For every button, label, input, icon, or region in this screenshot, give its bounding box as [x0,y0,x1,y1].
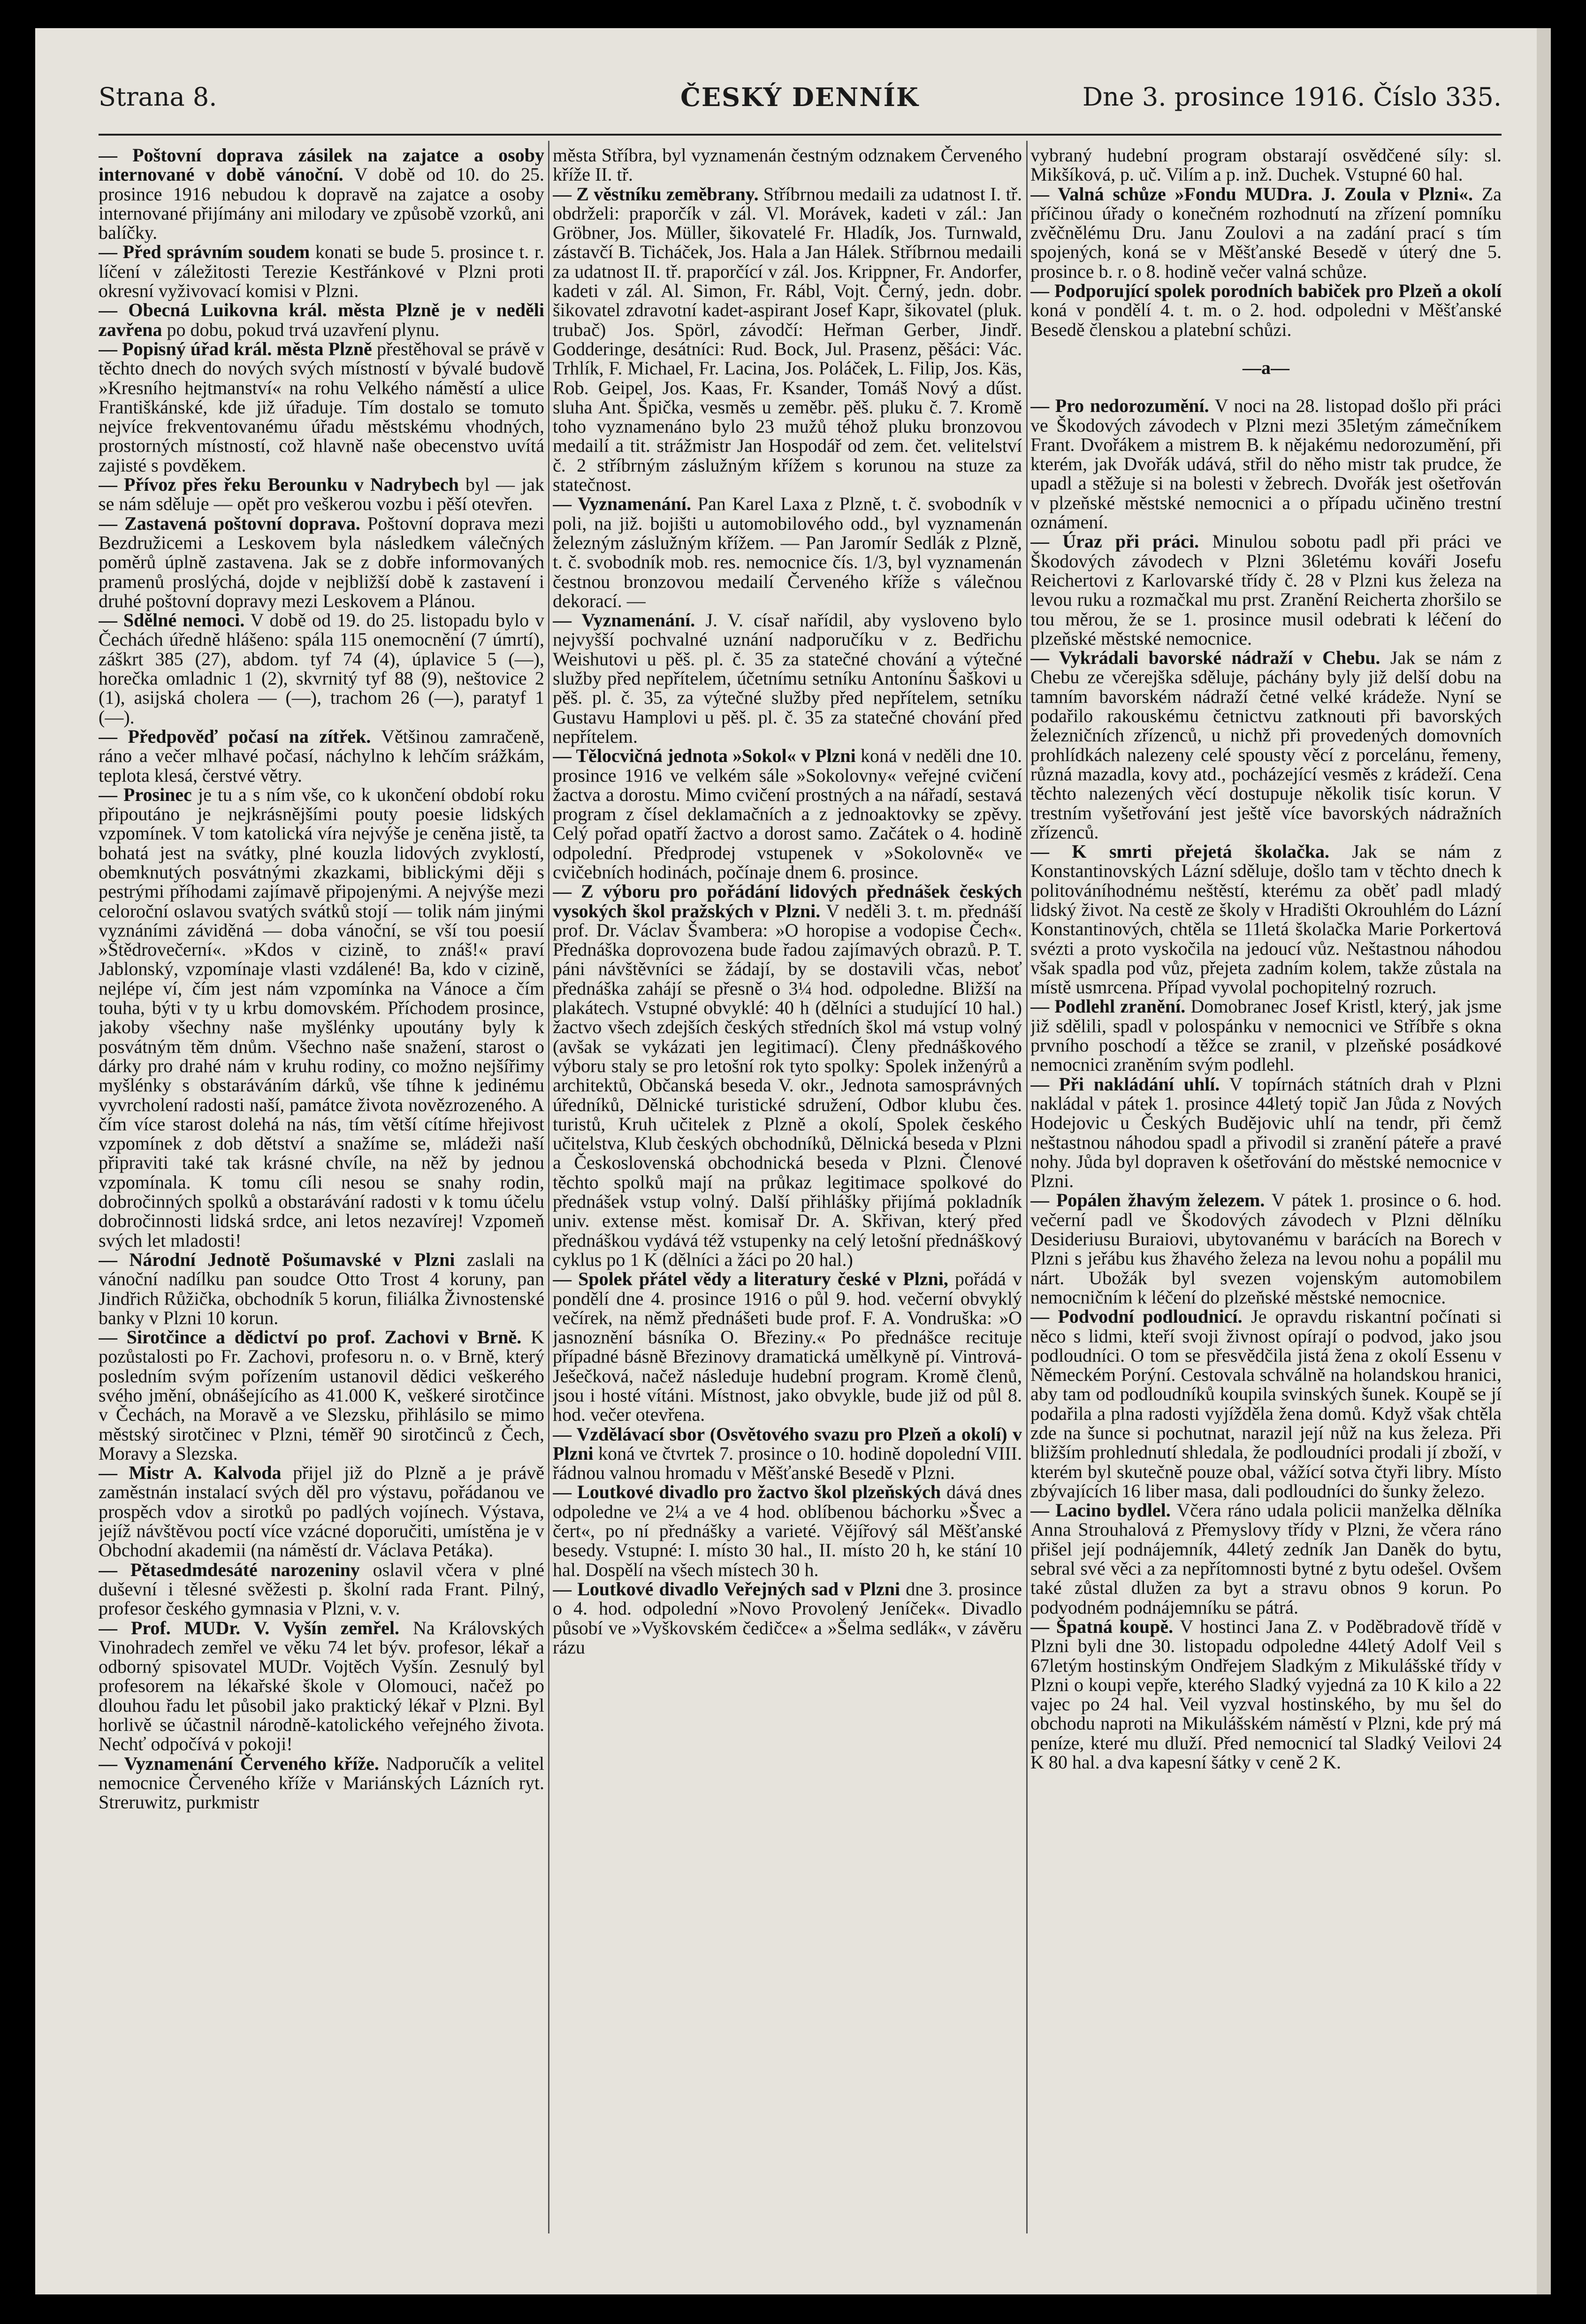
news-item [553,494,1022,610]
news-item-body: zaslali na vánoční nadílku pan soudce Otto Trost 4 koruny, pan Jindřich Růžička, obchodník 5 korun, filiálka Živnostenské banky v Plzni 10 korun. [99,1249,544,1328]
news-item-headline: — Vyznamenání. [553,610,695,631]
news-item [553,610,1022,746]
news-item [99,475,544,514]
news-item [553,184,1022,495]
news-item-headline: — Z výboru pro pořádání lidových přednášek českých vysokých škol pražských v Plzni. [553,881,1022,922]
header-rule [99,134,1502,136]
news-item-headline: — Pětasedmdesáté narozeniny [99,1559,360,1580]
news-item-headline: — Z věstníku zeměbrany. [553,183,759,205]
news-item-body: koná ve čtvrtek 7. prosince o 10. hodině dopolední VIII. řádnou valnou hromadu v Měšťanské Besedě v Plzni. [553,1442,1022,1484]
news-item [1030,1617,1502,1772]
news-item [1030,396,1502,532]
news-item-body: města Stříbra, byl vyznamenán čestným odznakem Červeného kříže II. tř. [553,145,1022,185]
news-item [1030,184,1502,281]
news-item [1030,145,1502,184]
news-item [99,339,544,475]
news-item-headline: — Pro nedorozumění. [1030,395,1209,417]
section-separator: —a— [1243,357,1289,378]
news-item-headline: — Zastavená poštovní doprava. [99,512,360,534]
column-divider [548,141,549,2233]
news-item-headline: — K smrti přejetá školačka. [1030,841,1329,862]
news-item [1030,1074,1502,1191]
news-item-body: přijel již do Plzně a je právě zaměstnán instalací svých děl pro výstavu, pořádanou ve prospěch vdov a sirotků po padlých vojínech. Výstava, jejíž návštěvou poctí více vzácné doporučiti, umístěna je v Obchodní akademii (na náměstí dr. Václava Petáka). [99,1462,544,1561]
news-item-body: Domobranec Josef Kristl, který, jak jsme již sdělili, spadl v polospánku v nemocnici ve Stříbře s okna prvního poschodí a těžce se zranil, v plzeňské posádkové nemocnici zraněním svým podlehl. [1030,996,1502,1075]
news-item [99,1754,544,1812]
news-item-body: pořádá v pondělí dne 4. prosince 1916 o půl 9. hod. večerní obvyklý večírek, na němž přednášeti bude prof. F. A. Vondruška: »O jasnoznění básníka O. Březiny.« Po přednášce recituje případné básně Březinovy dramatická umělkyně pí. Vintrová-Ješečková, načež následuje hudební program. Kromě členů, jsou i hosté vítáni. Místnost, jako obvykle, bude již od půl 8. hod. večer otevřena. [553,1268,1022,1425]
news-item [99,514,544,610]
news-item [553,1269,1022,1424]
news-item [99,242,544,300]
news-item-body: přestěhoval se právě v těchto dnech do nových svých místností v bývalé budově »Kresního hejtmanství« na rohu Velkého náměstí a ulice Františkánské, kde již úřaduje. Tím dostalo se tomuto nejvíce frekventovanému úřadu městskému vhodných, prostorných místností, což hlavně naše obecenstvo uvítá zajisté s povděkem. [99,338,544,476]
news-item-headline: — Přívoz přes řeku Berounku v Nadrybech [99,474,459,495]
news-item-headline: — Vzdělávací sbor (Osvětového svazu pro Plzeň a okolí) v Plzni [553,1423,1022,1464]
news-item-headline: — Popálen žhavým železem. [1030,1189,1265,1211]
news-item [99,1463,544,1560]
news-item [99,785,544,1250]
news-item-headline: — Poštovní doprava zásilek na zajatce a osoby internované v době vánoční. [99,145,544,185]
news-item-body: vybraný hudební program obstarají osvědčené síly: sl. Mikšíková, p. uč. Vilím a p. inž. Duchek. Vstupné 60 hal. [1030,145,1502,185]
news-item [99,610,544,727]
news-item-headline: — Předpověď počasí na zítřek. [99,725,371,747]
news-item-body: Pan Karel Laxa z Plzně, t. č. svobodník v poli, na již. bojišti u automobilového odd., byl vyznamenán železným záslužným křížem. — Pan Jaromír Sedlák z Plzně, t. č. svobodník mob. res. nemocnice čís. 1/3, byl vyznamenán čestnou bronzovou medailí Červeného kříže s válečnou dekorací. — [553,493,1022,611]
news-item [553,882,1022,1269]
news-item [1030,1190,1502,1307]
page-number: Strana 8. [99,82,217,112]
news-item-body: Stříbrnou medaili za udatnost I. tř. obdrželi: praporčík v zál. Vl. Morávek, kadeti v zál.: Jan Gröbner, Jos. Müller, šikovatelé Fr. Hladík, Jos. Turnwald, zástavčí B. Ticháček, Jos. Hala a Jan Hálek. Stříbrnou medaili za udatnost II. tř. praporčící v zál. Jos. Krippner, Fr. Andorfer, kadeti v zál. Al. Simon, Fr. Rábl, Vojt. Černý, jedn. dobr. šikovatel zdravotní kadet-aspirant Josef Kapr, šikovatel (pluk. trubač) Jos. Spörl, závodčí: Heřman Gerber, Jindř. Godderinge, desátníci: Rud. Bock, Jul. Prasenz, pěšáci: Vác. Trhlík, F. Michael, Fr. Lacina, Jos. Poláček, L. Filip, Jos. Käs, Rob. Geipel, Jos. Kaas, Fr. Ksander, Tomáš Nový a dűst. sluha Ant. Špička, vesměs u zeměbr. pěš. pluku č. 7. Kromě toho vyznamenáno bylo 23 mužů téhož pluku bronzovou medailí a tit. strážmistr Jan Hospodář od zem. čet. velitelství č. 2 stříbrným záslužným křížem s korunou na stuze za statečnost. [553,183,1022,495]
news-item-headline: — Při nakládání uhlí. [1030,1073,1220,1095]
news-item-body: V době od 19. do 25. listopadu bylo v Čechách úředně hlášeno: spála 115 onemocnění (7 úmrtí), záškrt 385 (27), abdom. tyf 74 (4), úplavice 5 (—), horečka omladnic 1 (2), skvrnitý tyf 88 (9), neštovice 2 (1), asijská cholera — (—), trachom 26 (—), paratyf 1 (—). [99,610,544,728]
news-item-body: dává dnes odpoledne ve 2¼ a ve 4 hod. oblíbenou báchorku »Švec a čert«, po ní přednášky a varieté. Vějířový sál Měšťanské besedy. Vstupné: I. místo 30 hal., II. místo 20 h, ke stání 10 hal. Dospělí na všech místech 30 h. [553,1481,1022,1580]
news-item-headline: — Před správním soudem [99,241,310,263]
news-item-headline: — Vyznamenání Červeného kříže. [99,1753,379,1774]
news-item [553,1482,1022,1579]
news-item-headline: — Podlehl zranění. [1030,996,1186,1017]
news-item-body: V noci na 28. listopad došlo při práci ve Škodových závodech v Plzni mezi 35letým zámečníkem Frant. Dvořákem a mistrem B. k nějakému nedorozumění, při kterém, jak Dvořák udává, střil do něho mistr tak prudce, že upadl a stěžuje si na bolesti v žebrech. Dvořák jest ošetřován v plzeňské městské nemocnici a o případu učiněno trestní oznámení. [1030,395,1502,533]
page-edge [1537,28,1551,2294]
news-item-body: Minulou sobotu padl při práci ve Škodových závodech v Plzni 36letému kováři Josefu Reichertovi z Karlovarské třídy č. 28 v Plzni kus železa na levou ruku a rozmačkal mu prst. Zranění Reicherta zhoršilo se tou měrou, že se 1. prosince musil odebrati k léčení do plzeňské městské nemocnice. [1030,531,1502,649]
news-item-body: Je opravdu riskantní počínati si něco s lidmi, kteří svoji živnost opírají o podvod, jako jsou podloudníci. O tom se přesvědčila jistá žena z okolí Essenu v Německém Porýní. Cestovala schválně na holandskou hranici, aby tam od podloudníků koupila svinských šunek. Koupě se jí podařila a plna radosti vyjížděla žena domů. Když však chtěla zde na šunce si pochutnat, narazil její nůž na kus železa. Při bližším prohlednutí shledala, že podloudníci prodali jí zboží, v kterém byl skutečně pouze obal, vážící sotva čtyři libry. Místo zbývajících 16 liber masa, dali podloudníci do šunky železo. [1030,1306,1502,1501]
news-item [1030,997,1502,1074]
news-item-headline: — Loutkové divadlo Veřejných sad v Plzni [553,1578,900,1600]
news-item [1030,281,1502,339]
news-item-headline: — Vykrádali bavorské nádraží v Chebu. [1030,647,1380,669]
news-item [1030,532,1502,648]
news-item-headline: — Obecná Luikovna král. města Plzně je v neděli zavřena [99,299,544,340]
news-item-headline: — Sdělné nemoci. [99,610,245,631]
news-item-body: koná v pondělí 4. t. m. o 2. hod. odpoledni v Měšťanské Besedě členskou a platební schůzi. [1030,299,1502,340]
news-item-body: Za příčinou úřady o konečném rozhodnutí na zřízení pomníku zvěčnělému Dru. Janu Zoulovi a na zadání prací s tím spojených, koná se v Měšťanské Besedě v úterý dne 5. prosince b. r. o 8. hodině večer valná schůze. [1030,183,1502,282]
news-item [99,727,544,785]
news-item [99,1250,544,1327]
news-item-headline: — Lacino bydlel. [1030,1500,1171,1521]
news-item-body: Jak se nám z Konstantinovských Lázní sděluje, došlo tam v těchto dnech k politováníhodnému neštěstí, kterému za oběť padl mladý lidský život. Na cestě ze školy v Hradišti Okrouhlém do Lázní Konstantinových, chtěla se 11letá školačka Marie Porkertová svézti a proto vyskočila na jedoucí vůz. Neštastnou náhodou však spadla pod vůz, přejeta zadním kolem, takže zůstala na místě usmrcena. Případ vyvolal pochopitelný rozruch. [1030,841,1502,998]
news-item-body: Poštovní doprava mezi Bezdružicemi a Leskovem byla následkem válečných poměrů úplně zastavena. Jak se z dobře informovaných pramenů proslýchá, dojde v nejbližší době k zastavení i druhé poštovní dopravy mezi Leskovem a Plánou. [99,512,544,611]
column-3 [1030,145,1502,2238]
news-item-headline: — Podvodní podloudnicí. [1030,1306,1243,1327]
news-item-body: Jak se nám z Chebu ze včerejška sděluje, páchány byly již delší dobu na tamním bavorském nádraží četné velké krádeže. Nyní se podařilo rakouskému četnictvu zatknouti při bavorských železničních zřízenců, u nichž při provedených domovních prohlídkách nalezeny celé spousty věcí z porcelánu, řemeny, různá mazadla, kovy atd., pocházející vesměs z krádeží. Cena těchto nalezených věcí dostupuje několik tisíc korun. V trestním vyšetřování jest ještě více bavorských nádražních zřízenců. [1030,647,1502,843]
news-item-headline: — Spolek přátel vědy a literatury české v Plzni, [553,1268,948,1290]
news-item-body: byl — jak se nám sděluje — opět pro veškerou vozbu i pěší otevřen. [99,474,544,515]
news-item [553,145,1022,184]
news-item-headline: — Popisný úřad král. města Plzně [99,338,372,359]
news-item-body: po dobu, pokud trvá uzavření plynu. [162,319,440,340]
news-item-body: V době od 10. do 25. prosince 1916 nebudou k dopravě na zajatce a osoby internované přijímány ani milodary ve způsobě vzorků, ani balíčky. [99,164,544,244]
news-item [1030,1501,1502,1617]
column-1 [99,145,544,2238]
news-item-body: Nadporučík a velitel nemocnice Červeného kříže v Mariánských Lázních ryt. Streruwitz, purkmistr [99,1753,544,1813]
news-item [99,1327,544,1463]
news-item-body: Většinou zamračeně, ráno a večer mlhavé počasí, náchylno k lehčím srážkám, teplota klesá, čerstvé větry. [99,725,544,786]
news-item-body: Včera ráno udala policii manželka dělníka Anna Strouhalová z Přemyslovy třídy v Plzni, že včera ráno přišel její podnájemník, 44letý zedník Jan Daněk do bytu, sebral své věci a za nepřítomnosti bytné z bytu odešel. Ovšem také zůstal dlužen za byt a stravu obnos 9 korun. Po podvodném podnájemníku se pátrá. [1030,1500,1502,1618]
news-item [553,746,1022,882]
news-item [553,1579,1022,1657]
news-item-body: J. V. císař nařídil, aby vysloveno bylo nejvyšší pochvalné uznání nadporučíku v z. Bedřichu Weishutovi u pěš. pl. č. 35 za statečné chování a výtečné služby před nepřítelem, účetnímu setníku Antonínu Šaškovi u pěš. pl. č. 35, za výtečné služby před nepřítelem, setníku Gustavu Hamplovi u pěš. pl. č. 35 za statečné chování před nepřítelem. [553,610,1022,747]
page-header [99,77,1502,134]
news-item-body: V pátek 1. prosince o 6. hod. večerní padl ve Škodových závodech v Plzni dělníku Desideriusu Buraiovi, ubytovanému v barácích na Borech v Plzni s jeřábu kus žhavého železa na levou nohu a popálil mu nárt. Ubožák byl svezen vojenským automobilem nemocničním k léčení do plzeňské městské nemocnice. [1030,1189,1502,1308]
newspaper-title: ČESKÝ DENNÍK [680,82,919,112]
issue-date: Dne 3. prosince 1916. Číslo 335. [1082,82,1502,112]
news-item-headline: — Prosinec [99,784,192,805]
news-item [99,145,544,242]
news-item-body: je tu a s ním vše, co k ukončení období roku připoutáno je nejkrásnějšími pouty poesie lidských vzpomínek. V tom katolická víra nejvýše je ceněna jistě, ta bohatá jest na svátky, plné kouzla lidových zvyklostí, obemknutých posvátnými zkazkami, biblickými ději s pestrými příhodami zajímavě připojenými. A nejvýše mezi celoroční oslavou svatých svátků stojí — tolik nám jinými vyznáními záviděná — doba vánoční, se vší tou poesií »Štědrovečerní«. »Kdos v cizině, to znáš!« praví Jablonský, vzpomínaje vlasti vzdálené! Ba, kdo v cizině, nejlépe ví, čím jest nám vzpomínka na Vánoce a čím touha, býti v ty u krbu domovském. Příchodem prosince, jakoby všechny naše myšlénky upoutány byly k posvátným těm dnům. Všechno naše snažení, starost o dárky pro drahé nám v kruhu rodiny, co možno nejšířimy myšlénky s obstaráváním dárků, vše tíhne k jedinému vyvrcholení radosti naší, památce života novězrozeného. A čím více starost dolehá na nás, tím větší cítíme hřejivost vzpomínek z dob dětství a snažíme se, mládeži naší připraviti také tak krásné chvíle, na něž by jednou vzpomínala. K tomu cíli nesou se snahy rodin, dobročinných spolků a obstarávání radosti v k tomu účelu dobročinnosti lidská srdce, ani letos nezavírej! Vzpomeň svých let mladosti! [99,784,544,1251]
news-item-body: V topírnách státních drah v Plzni nakládal v pátek 1. prosince 44letý topič Jan Jůda z Nových Hodejovic u Českých Budějovic uhlí na tendr, při čemž neštastnou náhodou spadl a přivodil si zranění páteře a pravé nohy. Jůda byl dopraven k ošetřování do městské nemocnice v Plzni. [1030,1073,1502,1192]
news-item-headline: — Vyznamenání. [553,493,691,515]
news-item-headline: — Tělocvičná jednota »Sokol« v Plzni [553,745,856,767]
news-item [99,300,544,339]
news-item-headline: — Úraz při práci. [1030,531,1199,552]
news-item-headline: — Mistr A. Kalvoda [99,1462,282,1484]
news-item-headline: — Prof. MUDr. V. Vyšín zemřel. [99,1617,400,1638]
news-item [1030,1307,1502,1501]
news-item-body: koná v neděli dne 10. prosince 1916 ve velkém sále »Sokolovny« veřejné cvičení žactva a dorostu. Mimo cvičení prostných a na nářadí, sestavá program z čísel deklamačních a z jednoaktovky se zpěvy. Celý pořad opatří žactvo a dorost samo. Začátek o 4. hodině odpolední. Předprodej vstupenek v »Sokolovně« ve cvičebních hodinách, počínaje dnem 6. prosince. [553,745,1022,883]
news-item-body: oslavil včera v plné duševní i tělesné svěžesti p. školní rada Frant. Pilný, profesor českého gymnasia v Plzni, v. v. [99,1559,544,1619]
news-item-body: K pozůstalosti po Fr. Zachovi, profesoru n. o. v Brně, který posledním svým pořízením ustanovil dědici veškerého svého jmění, obnášejícího as 41.000 K, veškeré sirotčince v Čechách, na Moravě a ve Slezsku, přihlásilo se mimo městský sirotčinec v Plzni, téměř 90 sirotčinců z Čech, Moravy a Slezska. [99,1326,544,1464]
news-item-body: dne 3. prosince o 4. hod. odpolední »Novo Provolený Jeníček«. Divadlo působí ve »Vyškovském čedičce« a »Šelma sedlák«, v závěru rázu [553,1578,1022,1658]
column-divider [1026,141,1028,2233]
news-item-body: V hostinci Jana Z. v Poděbradově třídě v Plzni byli dne 30. listopadu odpoledne 44letý Adolf Veil s 67letým hostinským Ondřejem Sladkým z Mikulášské třídy v Plzni o koupi vepře, kterého Sladký vyjedná za 10 K kilo a 22 vajec po 24 hal. Veil vyzval hostinského, by mu šel do obchodu naproti na Mikulášském náměstí v Plzni, kde prý má peníze, které mu dluží. Před nemocnicí tal Sladký Veilovi 24 K 80 hal. a dva kapesní šátky v ceně 2 K. [1030,1615,1502,1773]
news-item-headline: — Sirotčince a dědictví po prof. Zachovi v Brně. [99,1326,522,1348]
news-item [99,1618,544,1754]
news-item-headline: — Valná schůze »Fondu MUDra. J. Zoula v Plzni«. [1030,183,1473,205]
news-item-headline: — Národní Jednotě Pošumavské v Plzni [99,1249,455,1270]
news-item [1030,842,1502,997]
news-item-headline: — Podporující spolek porodních babiček pro Plzeň a okolí [1030,280,1502,302]
news-item-body: Na Královských Vinohradech zemřel ve věku 74 let býv. profesor, lékař a odborný spisovatel MUDr. Vojtěch Vyšín. Zesnulý byl profesorem na lékařské škole v Olomouci, načež po dlouhou řadu let působil jako praktický lékař v Plzni. Byl horlivě se účastnil národně-katolického veřejného života. Nechť odpočívá v pokoji! [99,1617,544,1755]
news-item [1030,648,1502,842]
news-item-headline: — Loutkové divadlo pro žactvo škol plzeňských [553,1481,941,1503]
column-2 [553,145,1022,2238]
news-item-body: V neděli 3. t. m. přednáší prof. Dr. Václav Švambera: »O horopise a vodopise Čech«. Přednáška doprovozena bude řadou zajímavých obrazů. P. T. páni návštěvníci se žádají, by se dostavili včas, neboť přednáška zahájí se přesně o 3¼ hod. odpoledne. Bližší na plakátech. Vstupné obvyklé: 40 h (dělníci a studující 10 hal.) žactvo všech zdejších českých středních škol má vstup volný (avšak se vykázati jen legitimací). Členy přednáškového výboru staly se pro letošní rok tyto spolky: Spolek inženýrů a architektů, Občanská beseda V. okr., Jednota samosprávných úředníků, Dělnické turistické sdružení, Odbor klubu čes. turistů, Kruh učitelek z Plzně a okolí, Spolek českého učitelstva, Klub českých obchodníků, Dělnická beseda v Plzni a Československá obchodnická beseda v Plzni. Členové těchto spolků mají na průkaz legitimace spolkové do přednášek vstup volný. Další přihlášky přijímá pokladník univ. extense měst. komisař Dr. A. Skřivan, který před přednáškou vydává též vstupenky na celý letošní přednáškový cyklus po 1 K (dělníci a žáci po 20 hal.) [553,900,1022,1270]
news-item-headline: — Špatná koupě. [1030,1615,1174,1637]
news-item-body: konati se bude 5. prosince t. r. líčení v záležitosti Terezie Kestřánkové v Plzni proti okresní vyživovací komisi v Plzni. [99,241,544,302]
news-item [99,1560,544,1618]
news-item [553,1425,1022,1483]
